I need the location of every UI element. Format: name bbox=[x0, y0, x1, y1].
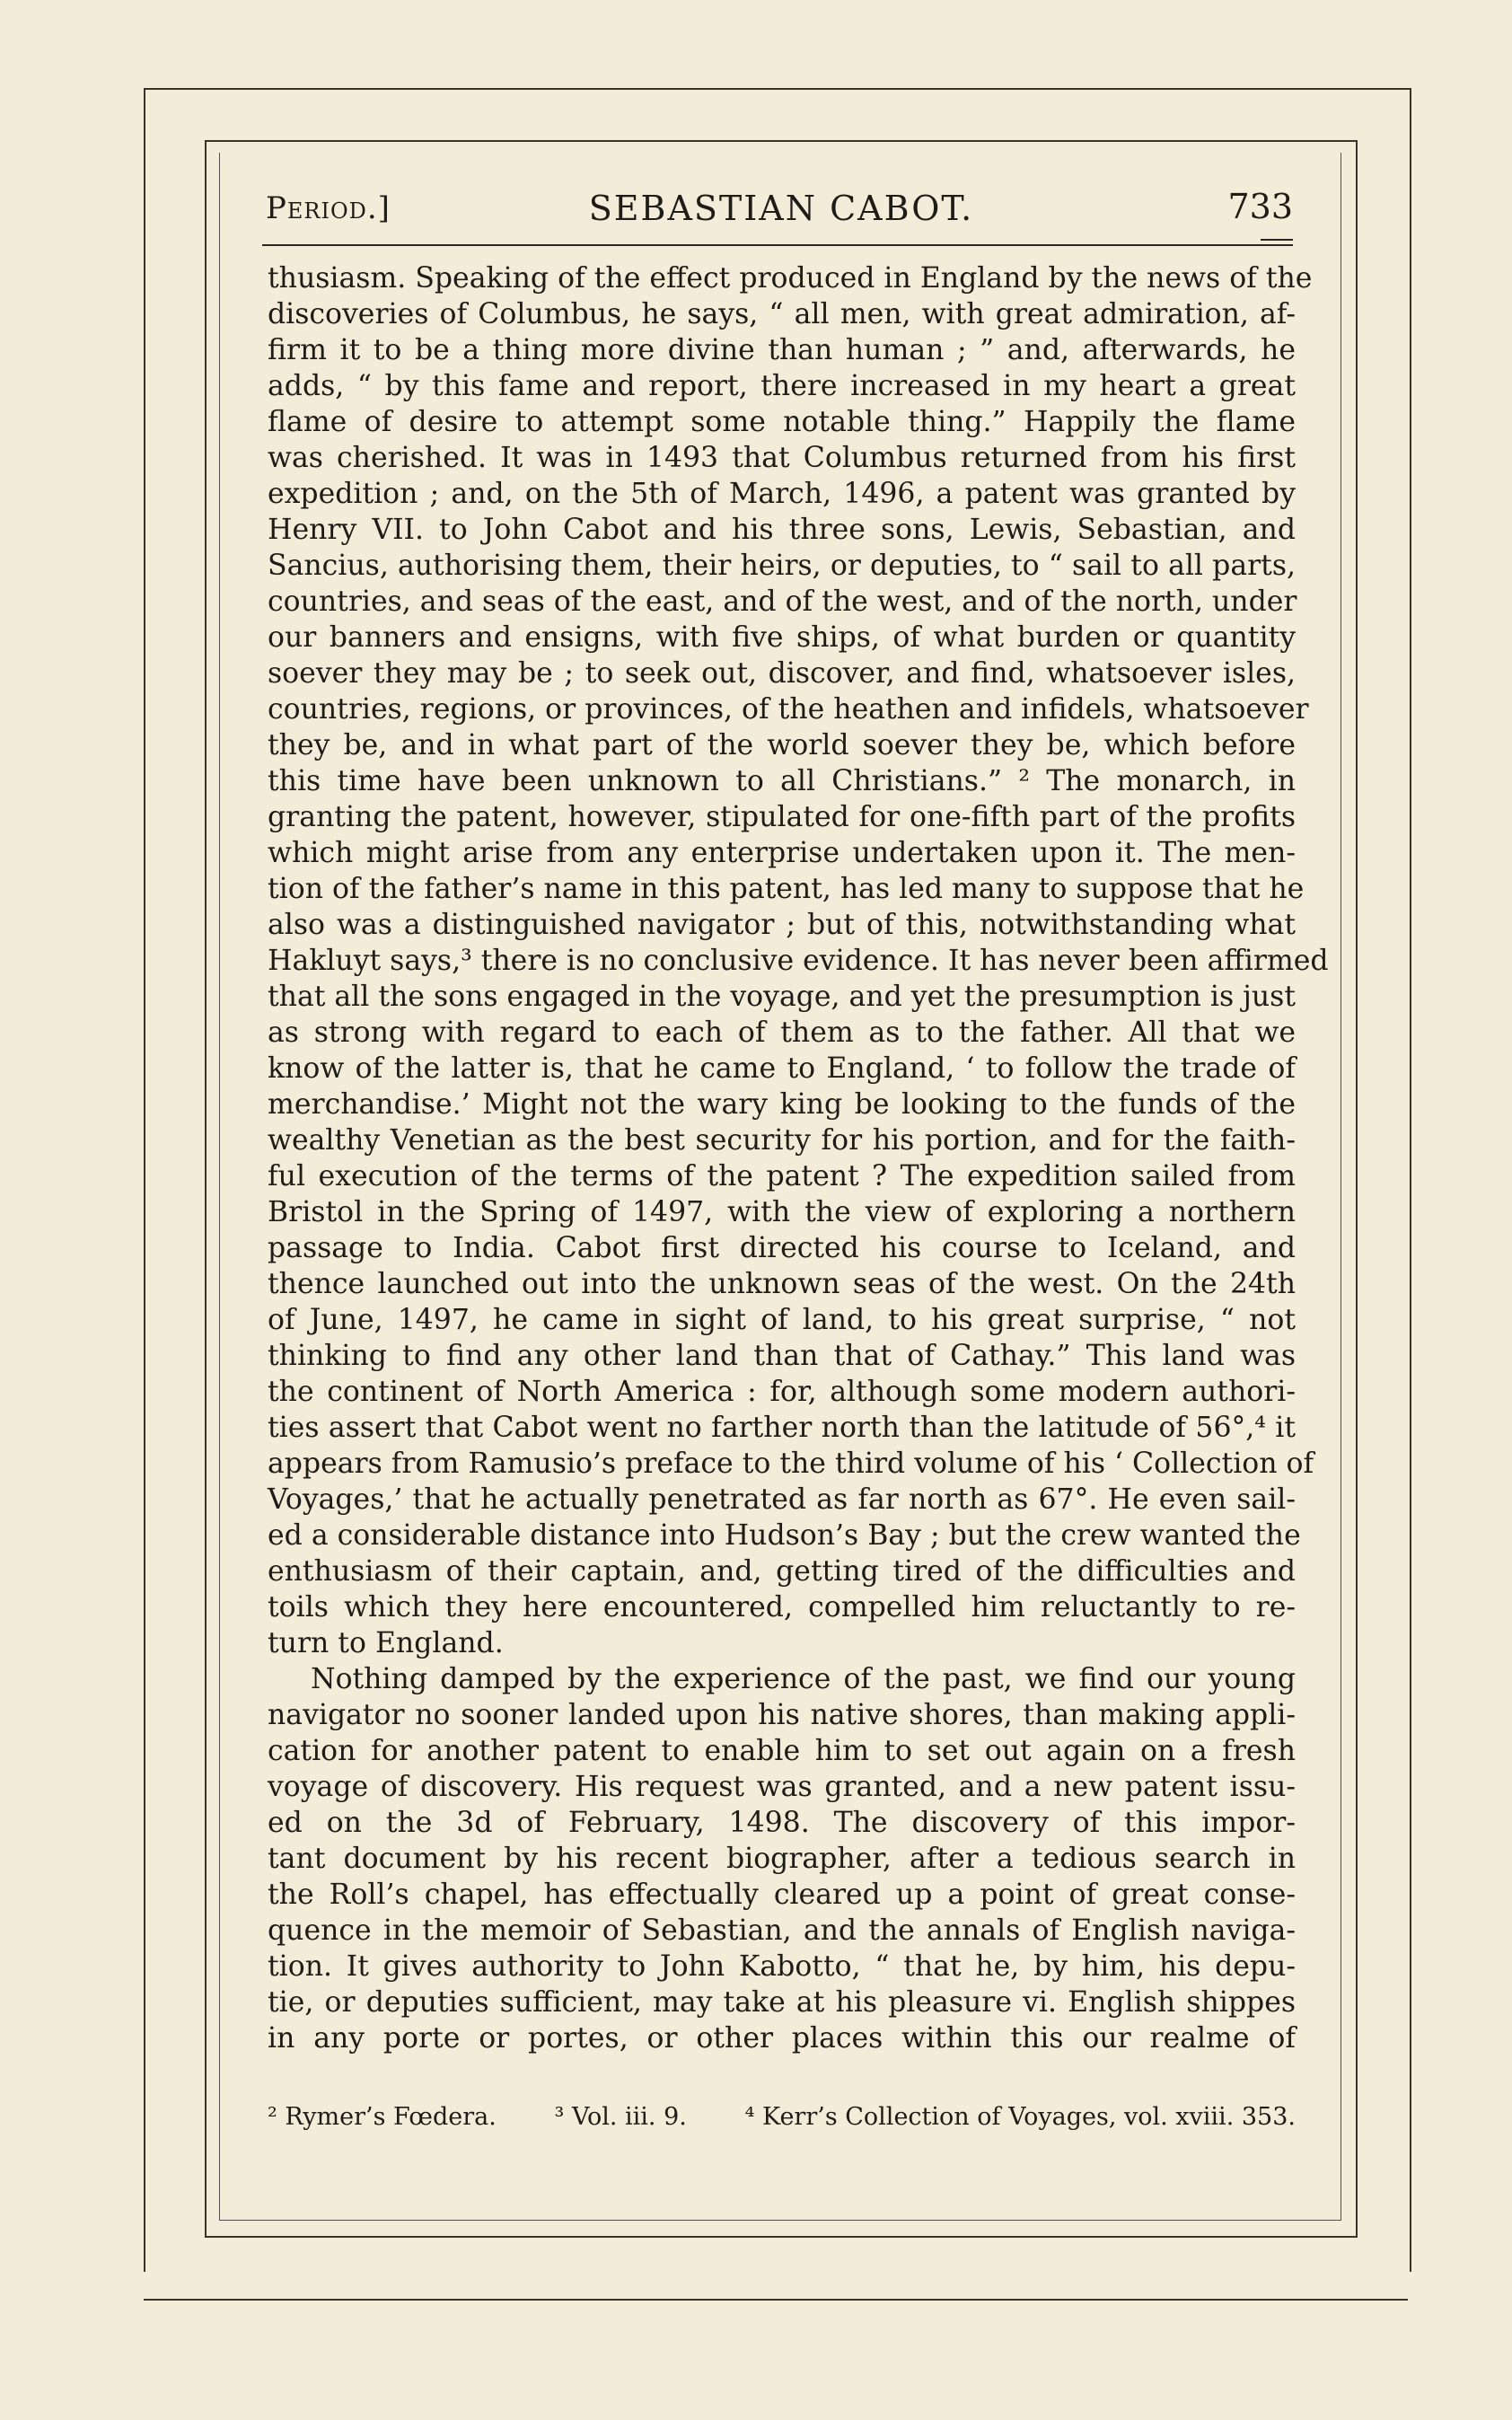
text-line: navigator no sooner landed upon his native shores, than making appli- bbox=[268, 1699, 1296, 1731]
header-title: SEBASTIAN CABOT. bbox=[588, 189, 974, 228]
text-line: Voyages,’ that he actually penetrated as far north as 67°. He even sail- bbox=[268, 1483, 1296, 1516]
text-line: the Roll’s chapel, has effectually cleared up a point of great conse- bbox=[268, 1879, 1296, 1911]
text-line: tion of the father’s name in this patent, has led many to suppose that he bbox=[268, 873, 1305, 905]
text-line: that all the sons engaged in the voyage, and yet the presumption is just bbox=[268, 981, 1296, 1013]
text-line: flame of desire to attempt some notable thing.” Happily the flame bbox=[268, 406, 1296, 438]
text-line: they be, and in what part of the world soever they be, which before bbox=[268, 729, 1296, 761]
text-line: in any porte or portes, or other places within this our realme of bbox=[268, 2022, 1296, 2055]
text-line: as strong with regard to each of them as to the father. All that we bbox=[268, 1016, 1296, 1049]
header-rule bbox=[262, 244, 1293, 246]
text-line: of June, 1497, he came in sight of land, to his great surprise, “ not bbox=[268, 1304, 1296, 1336]
text-line: this time have been unknown to all Christians.” ² The monarch, in bbox=[268, 765, 1296, 797]
text-line: firm it to be a thing more divine than human ; ” and, afterwards, he bbox=[268, 334, 1296, 366]
page-number: 733 bbox=[1227, 187, 1293, 226]
text-line: wealthy Venetian as the best security for his portion, and for the faith- bbox=[268, 1124, 1296, 1157]
footnote-3: ³ Vol. iii. 9. bbox=[554, 2103, 687, 2131]
text-line: Sancius, authorising them, their heirs, or deputies, to “ sail to all parts, bbox=[268, 550, 1296, 582]
text-line: know of the latter is, that he came to England, ‘ to follow the trade of bbox=[268, 1052, 1296, 1085]
running-header bbox=[266, 185, 1297, 233]
text-line-paragraph-end: turn to England. bbox=[268, 1627, 504, 1659]
footnotes bbox=[268, 2103, 1296, 2131]
text-line: toils which they here encountered, compelled him reluctantly to re- bbox=[268, 1591, 1296, 1624]
text-line: Henry VII. to John Cabot and his three sons, Lewis, Sebastian, and bbox=[268, 514, 1296, 546]
text-line: ful execution of the terms of the patent ? The expedition sailed from bbox=[268, 1160, 1296, 1192]
text-line: ties assert that Cabot went no farther north than the latitude of 56°,⁴ it bbox=[268, 1412, 1296, 1444]
text-line: Bristol in the Spring of 1497, with the view of exploring a northern bbox=[268, 1196, 1296, 1228]
text-line: tion. It gives authority to John Kabotto, “ that he, by him, his depu- bbox=[268, 1950, 1296, 1983]
text-line: was cherished. It was in 1493 that Columbus returned from his first bbox=[268, 442, 1296, 474]
text-line: tie, or deputies sufficient, may take at his pleasure vi. English shippes bbox=[268, 1986, 1296, 2019]
text-line: appears from Ramusio’s preface to the third volume of his ‘ Collection of bbox=[268, 1448, 1314, 1480]
text-line: enthusiasm of their captain, and, getting tired of the difficulties and bbox=[268, 1555, 1296, 1588]
text-line: tant document by his recent biographer, after a tedious search in bbox=[268, 1843, 1296, 1875]
text-line: voyage of discovery. His request was granted, and a new patent issu- bbox=[268, 1771, 1296, 1803]
text-line: also was a distinguished navigator ; but of this, notwithstanding what bbox=[268, 909, 1296, 941]
text-line: ed on the 3d of February, 1498. The discovery of this impor- bbox=[268, 1807, 1296, 1839]
header-period: Period.] bbox=[266, 190, 391, 226]
page-outer-border-bottom bbox=[144, 2299, 1408, 2301]
text-line: quence in the memoir of Sebastian, and the annals of English naviga- bbox=[268, 1914, 1296, 1947]
text-line: the continent of North America : for, although some modern authori- bbox=[268, 1376, 1296, 1408]
text-line: our banners and ensigns, with five ships, of what burden or quantity bbox=[268, 621, 1296, 654]
text-line: thence launched out into the unknown seas of the west. On the 24th bbox=[268, 1268, 1296, 1300]
text-line: cation for another patent to enable him to set out again on a fresh bbox=[268, 1735, 1296, 1767]
header-rule-end bbox=[1261, 239, 1293, 241]
text-line: soever they may be ; to seek out, discover, and find, whatsoever isles, bbox=[268, 657, 1296, 690]
text-line: countries, regions, or provinces, of the heathen and infidels, whatsoever bbox=[268, 693, 1309, 726]
text-line: thinking to find any other land than that of Cathay.” This land was bbox=[268, 1340, 1296, 1372]
body-text bbox=[268, 260, 1329, 2056]
footnote-4: ⁴ Kerr’s Collection of Voyages, vol. xviii. 353. bbox=[744, 2103, 1296, 2131]
text-line: discoveries of Columbus, he says, “ all men, with great admiration, af- bbox=[268, 298, 1296, 330]
text-line: granting the patent, however, stipulated for one-fifth part of the profits bbox=[268, 801, 1296, 833]
text-line: expedition ; and, on the 5th of March, 1496, a patent was granted by bbox=[268, 478, 1296, 510]
footnote-2: ² Rymer’s Fœdera. bbox=[268, 2103, 497, 2131]
text-line: countries, and seas of the east, and of the west, and of the north, under bbox=[268, 585, 1297, 618]
text-line: passage to India. Cabot first directed his course to Iceland, and bbox=[268, 1232, 1296, 1264]
text-line: adds, “ by this fame and report, there increased in my heart a great bbox=[268, 370, 1296, 402]
text-line: which might arise from any enterprise undertaken upon it. The men- bbox=[268, 837, 1296, 869]
text-line: Hakluyt says,³ there is no conclusive evidence. It has never been affirmed bbox=[268, 945, 1329, 977]
text-line-paragraph-start: Nothing damped by the experience of the past, we find our young bbox=[311, 1663, 1296, 1695]
text-line: merchandise.’ Might not the wary king be looking to the funds of the bbox=[268, 1088, 1296, 1121]
text-line: thusiasm. Speaking of the effect produced in England by the news of the bbox=[268, 262, 1313, 295]
text-line: ed a considerable distance into Hudson’s Bay ; but the crew wanted the bbox=[268, 1519, 1301, 1552]
